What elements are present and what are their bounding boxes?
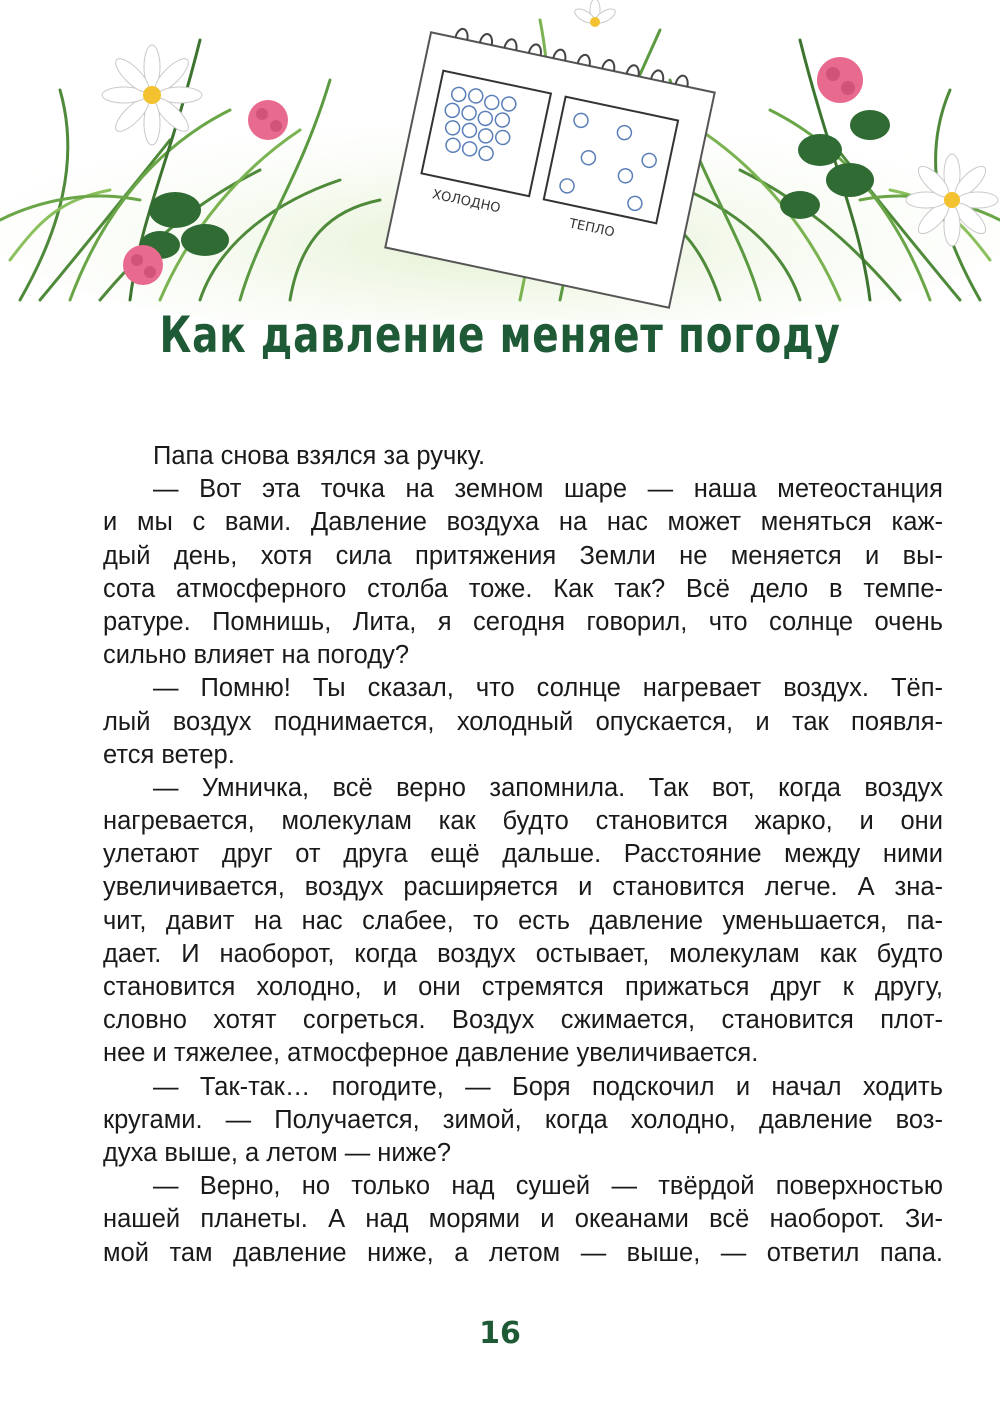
- text-line: — Умничка, всё верно запомнила. Так вот, когда воздух: [153, 773, 943, 802]
- text-line: чит, давит на нас слабее, то есть давление уменьшается, па-: [103, 906, 943, 935]
- text-line: лый воздух поднимается, холодный опускается, и так появля-: [103, 707, 943, 736]
- daisy-flower-right: [906, 154, 998, 246]
- page-title: Как давление меняет погоду: [159, 306, 841, 364]
- text-line: увеличивается, воздух расширяется и становится легче. А зна-: [103, 873, 943, 902]
- text-line: нагревается, молекулам как будто становится жарко, и они: [103, 807, 943, 836]
- text-line: дый день, хотя сила притяжения Земли не меняется и вы-: [103, 541, 943, 570]
- text-line: Папа снова взялся за ручку.: [153, 442, 486, 470]
- daisy-flower-top: [573, 0, 618, 27]
- text-line: становится холодно, и они стремятся прижаться друг к другу,: [103, 973, 943, 1001]
- text-line: — Верно, но только над сушей — твёрдой поверхностью: [153, 1172, 943, 1201]
- notebook-label-cold: ХОЛОДНО: [430, 187, 502, 217]
- text-line: — Помню! Ты сказал, что солнце нагревает воздух. Тёп-: [153, 674, 943, 703]
- text-line: словно хотят согреться. Воздух сжимается, становится плот-: [103, 1006, 943, 1035]
- text-line: ется ветер.: [103, 740, 235, 769]
- meadow-illustration: [0, 0, 1000, 320]
- daisy-flower-left: [102, 45, 202, 145]
- text-line: — Вот эта точка на земном шаре — наша метеостанция: [153, 475, 943, 504]
- story-text: [103, 440, 943, 1270]
- text-line: и мы с вами. Давление воздуха на нас может меняться каж-: [103, 508, 943, 537]
- text-line: улетают друг от друга ещё дальше. Расстояние между ними: [103, 840, 943, 869]
- text-line: ратуре. Помнишь, Лита, я сегодня говорил, что солнце очень: [103, 607, 943, 636]
- notebook-label-warm: ТЕПЛО: [567, 216, 616, 241]
- text-line: — Так-так… погодите, — Боря подскочил и начал ходить: [153, 1072, 943, 1101]
- text-line: мой там давление ниже, а летом — выше, — ответил папа.: [103, 1238, 943, 1267]
- text-line: нашей планеты. А над морями и океанами всё наоборот. Зи-: [103, 1205, 943, 1234]
- text-line: духа выше, а летом — ниже?: [103, 1138, 452, 1167]
- text-line: сота атмосферного столба тоже. Как так? Всё дело в темпе-: [103, 574, 943, 603]
- text-line: дает. И наоборот, когда воздух остывает, молекулам как будто: [103, 939, 943, 968]
- text-line: нее и тяжелее, атмосферное давление увеличивается.: [103, 1039, 759, 1068]
- text-line: кругами. — Получается, зимой, когда холодно, давление воз-: [103, 1105, 943, 1134]
- text-line: сильно влияет на погоду?: [103, 641, 410, 670]
- page-number: 16: [479, 1316, 521, 1351]
